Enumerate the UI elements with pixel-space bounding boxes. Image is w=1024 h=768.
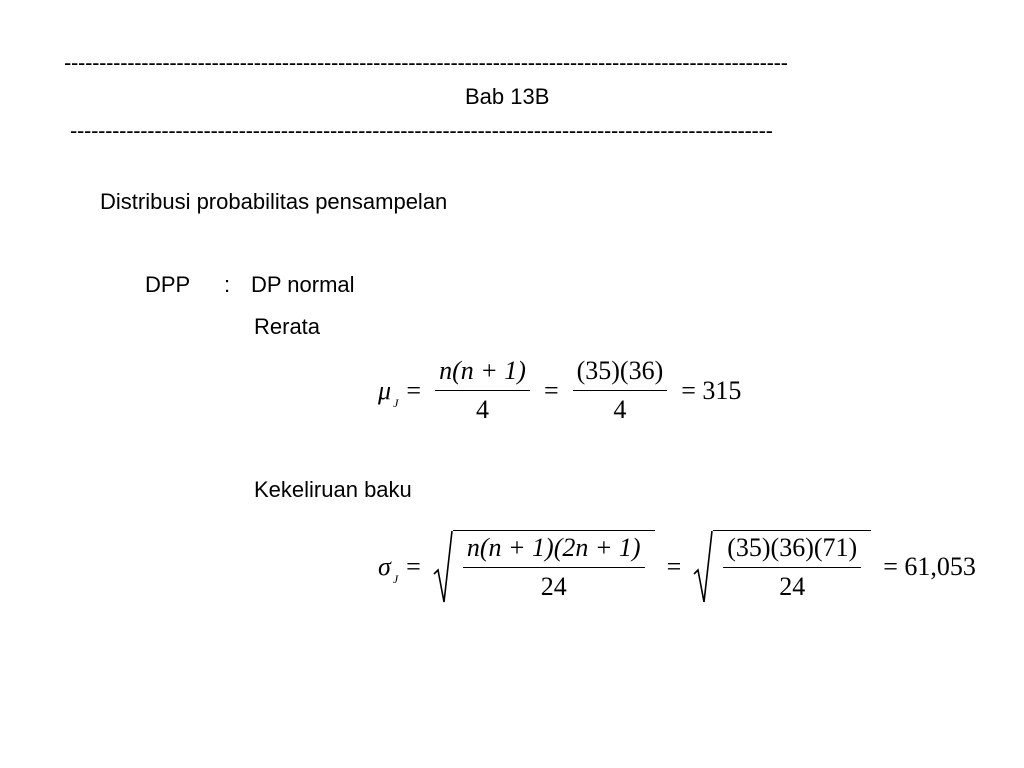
equals-sign: = <box>543 375 559 405</box>
se-label: Kekeliruan baku <box>254 477 412 502</box>
fraction-denominator: 24 <box>540 572 567 601</box>
fraction-denominator: 24 <box>779 572 806 601</box>
mean-label: Rerata <box>254 314 321 339</box>
sqrt-symbolic <box>433 530 655 604</box>
se-result: = 61,053 <box>883 552 976 581</box>
header-dash-top: ------------------------------------------------------------------------------------------------------- <box>64 50 788 75</box>
se-formula <box>378 530 984 604</box>
sqrt-numeric <box>693 530 871 604</box>
sigma-symbol: σ $_J$ <box>378 552 399 586</box>
fraction-numerator: (35)(36)(71) <box>727 533 858 562</box>
mean-fraction-symbolic <box>435 356 530 425</box>
se-fraction-symbolic <box>463 533 645 602</box>
dpp-colon: : <box>224 272 231 297</box>
mean-formula <box>378 356 749 425</box>
dpp-value: DP normal <box>251 272 355 297</box>
mean-result: = 315 <box>681 375 742 405</box>
fraction-numerator: (35)(36) <box>576 356 664 385</box>
mu-symbol: μ $_J$ <box>378 375 399 410</box>
section-heading: Distribusi probabilitas pensampelan <box>100 189 448 214</box>
equals-sign: = <box>406 375 422 405</box>
header-dash-bottom: ---------------------------------------------------------------------------------------------------- <box>70 118 773 143</box>
equals-sign: = <box>406 552 421 581</box>
fraction-numerator: n(n + 1)(2n + 1) <box>466 533 641 562</box>
fraction-numerator: n(n + 1) <box>439 356 526 385</box>
fraction-denominator: 4 <box>476 395 489 424</box>
equals-sign: = <box>666 552 682 581</box>
se-fraction-numeric <box>723 533 861 602</box>
dpp-label: DPP <box>145 272 191 297</box>
radical-icon <box>693 530 713 604</box>
mean-fraction-numeric <box>573 356 668 425</box>
radical-icon <box>433 530 453 604</box>
fraction-denominator: 4 <box>613 395 627 424</box>
page-title: Bab 13B <box>465 84 550 109</box>
